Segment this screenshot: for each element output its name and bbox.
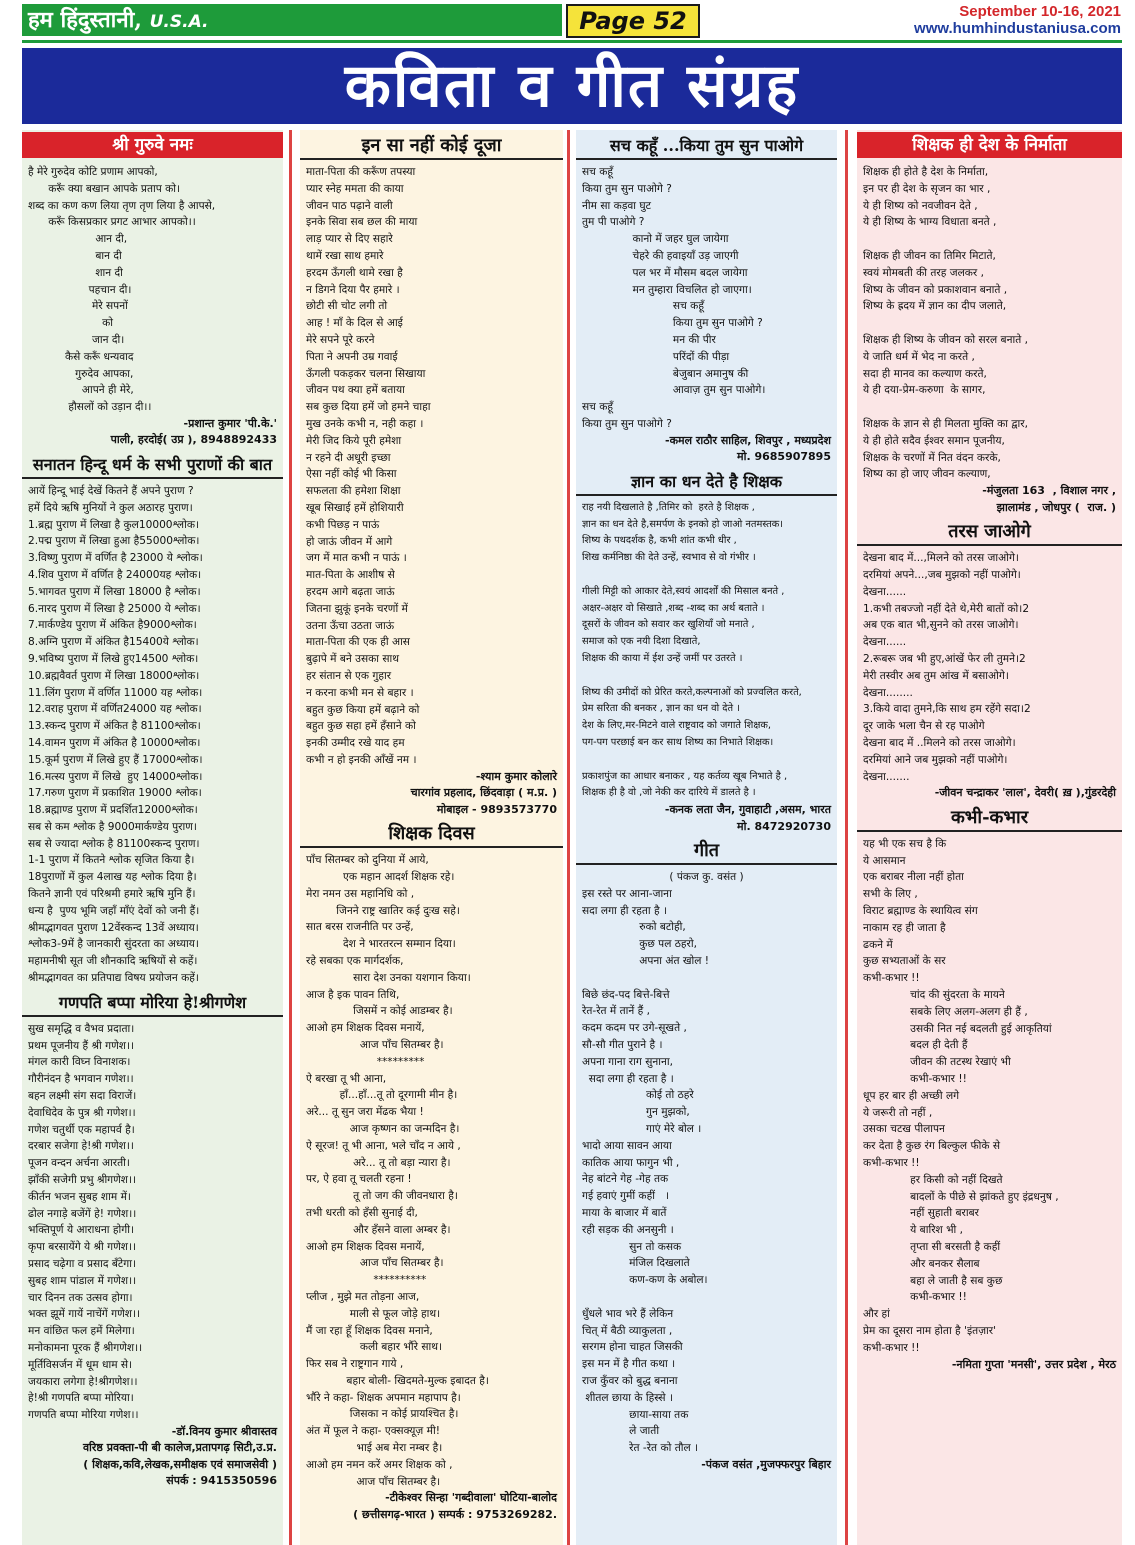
column-divider xyxy=(289,130,292,1545)
poem-body: सच कहूँ किया तुम सुन पाओगे ? नीम सा कड़वा घुट तुम पी पाओगे ? कानो में जहर घुल जायेगा चेहरे की हवाइयाँ उड़ जाएगी पल भर में मौसम बदल जायेगा मन तुम्हारा विचलित हो जाएगा। सच कहूँ किया तुम सुन पाओगे ? मन की पीर परिंदों की पीड़ा बेजुबान अमानुष की आवाज़ तुम सुन पाओगे। सच कहूँ किया तुम सुन पाओगे ? xyxy=(582,166,766,430)
masthead-title xyxy=(22,4,562,36)
dateline xyxy=(914,3,1121,37)
poem-body: यह भी एक सच है कि ये आसमान एक बराबर नीला नहीं होता सभी के लिए , विराट ब्रह्माण्ड के स्थायित्व संग नाकाम रह ही जाता है ढकने में कुछ सभ्यताओं के सर कभी-कभार !! चांद की सुंदरता के मायने सबके लिए अलग-अलग ही हैं , उसकी नित नई बदलती हुई आकृतियां बदल ही देती हैं जीवन की तटस्थ रेखाएं भी कभी-कभार !! धूप हर बार ही अच्छी लगे ये जरूरी तो नहीं , उसका चटख पीलापन कर देता है कुछ रंग बिल्कुल फीके से कभी-कभार !! हर किसी को नहीं दिखते बादलों के पीछे से झांकते हुए इंद्रधनुष , नहीं सुहाती बराबर ये बारिश भी , तृप्ता सी बरसती है कहीं और बनकर सैलाब बहा ले जाती है सब कुछ कभी-कभार !! और हां प्रेम का दूसरा नाम होता है 'इंतज़ार' कभी-कभार !! xyxy=(863,837,1059,1354)
poem-body: माता-पिता की करूँण तपस्या प्यार स्नेह ममता की काया जीवन पाठ पढ़ाने वाली इनके सिवा सब छल की माया लाड़ प्यार से दिए सहारे थामें रखा साथ हमारे हरदम ऊँगली थामे रखा है न डिगने दिया पैर हमारे । छोटी सी चोट लगी तो आह ! माँ के दिल से आई मेरे सपने पूरे करने पिता ने अपनी उम्र गवाई ऊँगली पकड़कर चलना सिखाया जीवन पथ क्या हमें बताया सब कुछ दिया हमें जो हमने चाहा मुख उनके कभी न, नही कहा । मेरी जिद किये पूरी हमेशा न रहने दी अधूरी इच्छा ऐसा नहीं कोई भी किसा सफलता की हमेशा शिक्षा खूब सिखाई हमें होशियारी कभी पिछड़ न पाऊं हो जाऊं जीवन में आगे जग में मात कभी न पाऊं । मात-पिता के आशीष से हरदम आगे बढ़ता जाऊं जितना झुकूं इनके चरणों में उतना ऊँचा उठता जाऊं माता-पिता की एक ही आस बुढ़ापे में बने उसका साथ हर संतान से एक गुहार न करना कभी मन से बहार । बहुत कुछ किया हमें बढ़ाने को बहुत कुछ सहा हमें हँसाने को इनकी उम्मीद रखे याद हम कभी न हो इनकी आँखें नम । xyxy=(306,166,431,766)
poem-author: -डॉ.विनय कुमार श्रीवास्तव वरिष्ठ प्रवक्ता-पी बी कालेज,प्रतापगढ़ सिटी,उ.प्र. ( शिक्षक,कवि,लेखक,समीक्षक एवं समाजसेवी ) संपर्क : 9415350596 xyxy=(82,1424,277,1488)
column-2 xyxy=(300,130,563,1545)
poem-author: -मंजुलता 163 , विशाल नगर , झालामंड , जोधपुर ( राज. ) xyxy=(982,484,1116,514)
column-4 xyxy=(857,130,1122,1545)
masthead-bar xyxy=(0,0,1135,44)
poem-author: -प्रशान्त कुमार 'पी.के.' पाली, हरदोई( उप्र ), 8948892433 xyxy=(110,416,277,447)
masthead-suffix: U.S.A. xyxy=(149,12,209,32)
poem-author: -टीकेश्वर सिन्हा 'गब्दीवाला' घोटिया-बालोद ( छत्तीसगढ़-भारत ) सम्पर्क : 9753269282. xyxy=(353,1491,557,1521)
poem-title: गीत xyxy=(576,839,837,865)
poem-title: शिक्षक दिवस xyxy=(300,822,563,848)
poem-body: देखना बाद में...,मिलने को तरस जाओगे। दरमियां अपने...,जब मुझको नहीं पाओगे। देखना...... 1.कभी तबज्जो नहीं देते थे,मेरी बातों को।2 अब एक बात भी,सुनने को तरस जाओगे। देखना...... 2.रूबरू जब भी हुए,आंखें फेर ली तुमने।2 मेरी तस्वीर अब तुम आंख में बसाओगे। देखना........ 3.किये वादा तुमने,कि साथ हम रहेंगे सदा।2 दूर जाके भला चैन से रह पाओगे देखना बाद में ..मिलने को तरस जाओगे। दरमियां आने जब मुझको नहीं पाओगे। देखना....... xyxy=(863,552,1031,783)
poem-body: आयें हिन्दू भाई देखें कितने हैं अपने पुराण ? हमें दिये ऋषि मुनियों ने कुल अठारह पुराण। 1.ब्रह्म पुराण में लिखा है कुल10000श्लोक। 2.पद्म पुराण में लिखा हुआ है55000श्लोक। 3.विष्णु पुराण में वर्णित है 23000 ये श्लोक। 4.शिव पुराण में वर्णित है 24000यह श्लोक। 5.भागवत पुराण में लिखा 18000 है श्लोक। 6.नारद पुराण में लिखा है 25000 ये श्लोक। 7.मार्कण्डेय पुराण में अंकित है9000श्लोक। 8.अग्नि पुराण में अंकित है15400ये श्लोक। 9.भविष्य पुराण में लिखे हुए14500 श्लोक। 10.ब्रह्मवैवर्त पुराण में लिखा 18000श्लोक। 11.लिंग पुराण में वर्णित 11000 यह श्लोक। 12.वराह पुराण में वर्णित24000 यह श्लोक। 13.स्कन्द पुराण में अंकित है 81100श्लोक। 14.वामन पुराण में अंकित है 10000श्लोक। 15.कूर्म पुराण में लिखे हुए हैं 17000श्लोक। 16.मत्स्य पुराण में लिखे हुए 14000श्लोक। 17.गरुण पुराण में प्रकाशित 19000 श्लोक। 18.ब्रह्माण्ड पुराण में प्रदर्शित12000श्लोक। सब से कम श्लोक है 9000मार्कण्डेय पुराण। सब से ज्यादा श्लोक है 81100स्कन्द पुराण। 1-1 पुराण में कितने श्लोक सृजित किया है। 18पुराणों में कुल 4लाख यह श्लोक दिया है। कितने ज्ञानी एवं परिश्रमी हमारे ऋषि मुनि हैं। धन्य है पुण्य भूमि जहाँ माँएं देवों को जनी हैं। श्रीमद्भागवत पुराण 12वेंस्कन्द 13वें अध्याय। श्लोक3-9में है जानकारी सुंदरता का अध्याय। महामनीषी सूत जी शौनकादि ऋषियों से कहें। श्रीमद्भागवत का प्रतिपाद्य विषय प्रयोजन कहें। xyxy=(28,484,203,985)
poem-author: -श्याम कुमार कोलारे चारगांव प्रहलाद, छिंदवाड़ा ( म.प्र. ) मोबाइल - 9893573770 xyxy=(410,769,557,816)
poem-title: गणपति बप्पा मोरिया हे!श्रीगणेश xyxy=(22,991,283,1017)
issue-date: September 10-16, 2021 xyxy=(959,3,1121,20)
poem-author: -नमिता गुप्ता 'मनसी', उत्तर प्रदेश , मेरठ xyxy=(951,1357,1116,1371)
poem-title: कभी-कभार xyxy=(857,806,1122,832)
poem-title: शिक्षक ही देश के निर्माता xyxy=(857,132,1122,158)
poem-author: -कनक लता जैन, गुवाहाटी ,असम, भारत मो. 8472920730 xyxy=(664,803,831,833)
masthead-rule xyxy=(22,40,1122,43)
poem-title: सच कहूँ ...किया तुम सुन पाओगे xyxy=(576,134,837,160)
poem-body: सुख समृद्धि व वैभव प्रदाता। प्रथम पूजनीय हैं श्री गणेश।। मंगल कारी विघ्न विनाशक। गौरीनंदन है भगवान गणेश।। बहन लक्ष्मी संग सदा विराजें। देवाधिदेव के पुत्र श्री गणेश।। गणेश चतुर्थी एक महापर्व है। दरबार सजेगा हे!श्री गणेश।। पूजन वन्दन अर्चना आरती। झाँकी सजेगी प्रभु श्रीगणेश।। कीर्तन भजन सुबह शाम में। ढोल नगाड़े बजेंगें हे! गणेश।। भक्तिपूर्ण ये आराधना होगी। कृपा बरसायेंगे ये श्री गणेश।। प्रसाद चढ़ेगा व प्रसाद बँटेगा। सुबह शाम पांडाल में गणेश।। चार दिनन तक उत्सव होगा। भक्त झूमें गायें नाचेंगें गणेश।। मन वांछित फल हमें मिलेगा। मनोकामना पूरक हैं श्रीगणेश।। मूर्तिविसर्जन में धूम धाम से। जयकारा लगेगा हे!श्रीगणेश।। हे!श्री गणपति बप्पा मोरिया। गणपति बप्पा मोरिया गणेश।। xyxy=(28,1022,143,1422)
column-divider xyxy=(567,130,570,1545)
poem-title: इन सा नहीं कोई दूजा xyxy=(300,134,563,160)
poem-author: -पंकज वसंत ,मुजफ्फरपुर बिहार xyxy=(701,1457,831,1471)
column-1 xyxy=(22,130,283,1545)
poem-body: पाँच सितम्बर को दुनिया में आये, एक महान आदर्श शिक्षक रहे। मेरा नमन उस महानिधि को , जिनने राष्ट्र खातिर कई दुःख सहे। सात बरस राजनीति पर उन्हें, देश ने भारतरत्न सम्मान दिया। रहे सबका एक मार्गदर्शक, सारा देश उनका यशगान किया। आज है इक पावन तिथि, जिसमें न कोई आडम्बर है। आओ हम शिक्षक दिवस मनायें, आज पाँच सितम्बर है। ********* ऐ बरखा तू भी आना, हाँ...हाँ...तू तो दूरगामी मीन है। अरे... तू सुन जरा मेंढक भैया ! आज कृष्णन का जन्मदिन है। ऐ सूरज! तू भी आना, भले चाँद न आये , अरे... तू तो बड़ा न्यारा है। पर, ऐ हवा तू चलती रहना ! तू तो जग की जीवनधारा है। तभी धरती को हँसी सुनाई दी, और हँसने वाला अम्बर है। आओ हम शिक्षक दिवस मनायें, आज पाँच सितम्बर है। ********** प्लीज , मुझे मत तोड़ना आज, माली से फूल जोड़े हाथ। मैं जा रहा हूँ शिक्षक दिवस मनाने, कली बहार भौंरे साथ। फिर सब ने राष्ट्रगान गाये , बहार बोली- खिदमते-मुल्क इबादत है। भौंरे ने कहा- शिक्षक अपमान महापाप है। जिसका न कोई प्रायश्चित है। अंत में फूल ने कहा- एक्सक्यूज़ मी! भाई अब मेरा नम्बर है। आओ हम नमन करें अमर शिक्षक को , आज पाँच सितम्बर है। xyxy=(306,854,489,1488)
poem-body: राह नयी दिखलाते है ,तिमिर को हरते है शिक्षक , ज्ञान का धन देते है,समर्पण के इनको हो जाओ नतमस्तक। शिष्य के पथदर्शक है, कभी शांत कभी धीर , शिख कर्मनिष्ठा की देते उन्हें, स्वभाव से वो गंभीर । गीली मिट्टी को आकार देते,स्वयं आदर्शों की मिसाल बनते , अक्षर-अक्षर वो सिखाते ,शब्द -शब्द का अर्थ बताते । दूसरों के जीवन को सवार कर खुशियाँ जो मनाते , समाज को एक नयी दिशा दिखाते, शिक्षक की काया में ईश उन्हें जमीं पर उतरते । शिष्य की उमीदों को प्रेरित करते,कल्पनाओं को प्रज्वलित करते, प्रेम सरिता की बनकर , ज्ञान का धन वो देते । देश के लिए,मर-मिटने वाले राष्ट्रवाद को जगाते शिक्षक, पग-पग परछाई बन कर साथ शिष्य का निभाते शिक्षक। प्रकाशपुंज का आधार बनाकर , यह कर्तव्य खूब निभाते है , शिक्षक ही है वो ,जो नेकी कर दारिये में डालते है । xyxy=(582,501,802,799)
poem-title: तरस जाओगे xyxy=(857,520,1122,546)
poem-body: शिक्षक ही होते है देश के निर्माता, इन पर ही देश के सृजन का भार , ये ही शिष्य को नवजीवन देते , ये ही शिष्य के भाग्य विधाता बनते , शिक्षक ही जीवन का तिमिर मिटाते, स्वयं मोमबती की तरह जलकर , शिष्य के जीवन को प्रकाशवान बनाते , शिष्य के ह्रदय में ज्ञान का दीप जलाते, शिक्षक ही शिष्य के जीवन को सरल बनाते , ये जाति धर्म में भेद ना करते , सदा ही मानव का कल्याण करते, ये ही दया-प्रेम-करुणा के सागर, शिक्षक के ज्ञान से ही मिलता मुक्ति का द्वार, ये ही होते सदैव ईश्वर समान पूजनीय, शिक्षक के चरणों में नित वंदन करके, शिष्य का हो जाए जीवन कल्याण, xyxy=(863,166,1028,481)
poem-subtitle: ( पंकज कु. वसंत ) xyxy=(669,871,744,884)
poem-title: ज्ञान का धन देते है शिक्षक xyxy=(576,470,837,496)
poem-author: -जीवन चन्द्राकर 'लाल', देवरी( ख़ ),गुंडरदेही xyxy=(934,786,1116,800)
poem-author: -कमल राठौर साहिल, शिवपुर , मध्यप्रदेश मो. 9685907895 xyxy=(665,433,831,464)
column-divider xyxy=(845,130,848,1545)
section-banner: कविता व गीत संग्रह xyxy=(22,48,1122,124)
poem-body: है मेरे गुरुदेव कोटि प्रणाम आपको, करूँ क्या बखान आपके प्रताप को। शब्द का कण कण लिया तृण तृण लिया है आपसे, करूँ किसप्रकार प्रगट आभार आपको।। आन दी, बान दी शान दी पहचान दी। मेरे सपनों को जान दी। कैसे करूँ धन्यवाद गुरुदेव आपका, आपने ही मेरे, हौसलों को उड़ान दी।। xyxy=(28,166,216,414)
column-3 xyxy=(576,130,837,1545)
poem-body: इस रस्ते पर आना-जाना सदा लगा ही रहता है । रुको बटोही, कुछ पल ठहरो, अपना अंत खोल ! बिछे छंद-पद बित्ते-बित्ते रेत-रेत में तानें हैं , कदम कदम पर उगे-सूखते , सौ-सौ गीत पुराने है । अपना गाना राग सुनाना, सदा लगा ही रहता है । कोई तो ठहरे गुन मुझको, गाएं मेरे बोल । भादो आया सावन आया कातिक आया फागुन भी , नेह बांटने गेह -गेह तक गई हवाएं गुमीं कहीं । माया के बाजार में बातें रही सड़क की अनसुनी । सुन तो कसक मंजिल दिखलाते कण-कण के अबोल। धुँधले भाव भरे हैं लेकिन चित् में बैठी व्याकुलता , सरगम होना चाहत जिसकी इस मन में है गीत कथा । राज कुँवर को बुद्ध बनाना शीतल छाया के हिस्से । छाया-साया तक ले जाती रेत -रेत को तौल । xyxy=(582,887,710,1455)
page-number-badge: Page 52 xyxy=(566,4,700,38)
poem-title: सनातन हिन्दू धर्म के सभी पुराणों की बात xyxy=(22,453,283,479)
website-link[interactable]: www.humhindustaniusa.com xyxy=(914,20,1121,37)
masthead-name: हम हिंदुस्तानी, xyxy=(28,7,142,33)
poem-title: श्री गुरुवे नमः xyxy=(22,132,283,158)
